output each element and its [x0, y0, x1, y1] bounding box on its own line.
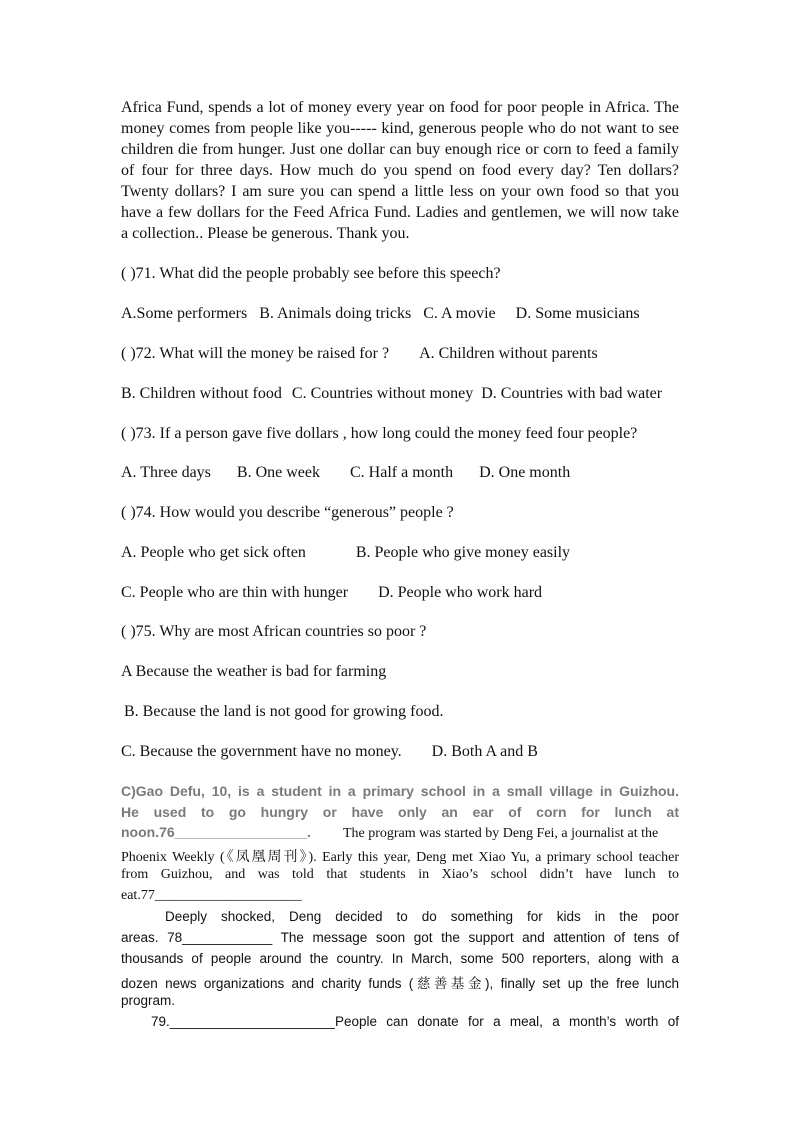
option-d: D. People who work hard	[378, 584, 543, 601]
question-72-stem	[121, 345, 598, 363]
passage-b-line-6: have a few dollars for the Feed Africa Fund. Ladies and gentlemen, we will now take	[121, 204, 679, 221]
option-d: D. One month	[479, 464, 571, 481]
blank-76: noon.76_________________.	[121, 824, 311, 840]
stem-text: ( )72. What will the money be raised for ?	[121, 345, 390, 362]
question-74-options-cd	[121, 584, 542, 602]
paragraph-3-line-1	[151, 1014, 679, 1029]
option-c: C. People who are thin with hunger	[121, 584, 349, 601]
option-d: D. Some musicians	[515, 305, 640, 322]
option-c: C. Because the government have no money.	[121, 743, 402, 760]
passage-c-bold-line-1: C)Gao Defu, 10, is a student in a primary school in a small village in Guizhou.	[121, 783, 679, 799]
passage-b-line-5: Twenty dollars? I am sure you can spend a little less on your own food so that you	[121, 183, 679, 200]
passage-c-line-3	[121, 824, 658, 842]
option-b: B. One week	[236, 464, 320, 481]
paragraph-2-line-2: areas. 78____________ The message soon got the support and attention of tens of	[121, 930, 679, 945]
option-b: B. People who give money easily	[355, 544, 571, 561]
option-c: C. A movie	[423, 305, 496, 322]
option-a: A. Three days	[121, 464, 211, 481]
passage-b-line-7: a collection.. Please be generous. Thank you.	[121, 225, 410, 242]
passage-c-bold-line-2: He used to go hungry or have only an ear of corn for lunch at	[121, 804, 679, 820]
passage-c-line-4: Phoenix Weekly (《凤凰周刊》). Early this year, Deng met Xiao Yu, a primary school teacher	[121, 850, 679, 865]
option-b: B. Children without food	[121, 385, 282, 402]
option-d: D. Countries with bad water	[481, 385, 663, 402]
paragraph-3-line-1-rest: People can donate for a meal, a month’s worth of	[334, 1014, 679, 1029]
question-75-options-cd	[121, 743, 538, 761]
option-d: D. Both A and B	[431, 743, 538, 760]
option-a: A. Children without parents	[419, 345, 598, 362]
question-75-option-a: A Because the weather is bad for farming	[121, 663, 387, 680]
passage-c-line-6: eat.77_____________________	[121, 888, 302, 903]
passage-b-line-4: of four for three days. How much do you spend on food every day? Ten dollars?	[121, 162, 679, 179]
question-75-option-b: B. Because the land is not good for growing food.	[124, 703, 444, 720]
question-73-options	[121, 464, 570, 482]
paragraph-2-line-4: dozen news organizations and charity funds (慈善基金), finally set up the free lunch	[121, 976, 679, 991]
option-c: C. Countries without money	[291, 385, 474, 402]
paragraph-2-line-5: program.	[121, 993, 176, 1008]
option-b: B. Animals doing tricks	[259, 305, 412, 322]
passage-b-line-1: Africa Fund, spends a lot of money every year on food for poor people in Africa. The	[121, 99, 679, 116]
option-c: C. Half a month	[350, 464, 454, 481]
blank-79: 79.______________________	[151, 1014, 335, 1029]
passage-c-line-3-rest: The program was started by Deng Fei, a journalist at the	[342, 826, 659, 841]
passage-b-line-3: children die from hunger. Just one dollar can buy enough rice or corn to feed a family	[121, 141, 679, 158]
option-a: A.Some performers	[121, 305, 248, 322]
question-71-options	[121, 305, 640, 323]
option-a: A. People who get sick often	[121, 544, 306, 561]
passage-b-line-2: money comes from people like you----- kind, generous people who do not want to see	[121, 120, 679, 137]
question-72-options	[121, 385, 662, 403]
passage-c-line-5: from Guizhou, and was told that students in Xiao’s school didn’t have lunch to	[121, 867, 679, 882]
question-75-stem: ( )75. Why are most African countries so poor ?	[121, 623, 427, 640]
question-74-options-ab	[121, 544, 570, 562]
paragraph-2-line-1: Deeply shocked, Deng decided to do something for kids in the poor	[165, 909, 679, 924]
paragraph-2-line-3: thousands of people around the country. In March, some 500 reporters, along with a	[121, 951, 679, 966]
question-71-stem: ( )71. What did the people probably see before this speech?	[121, 265, 501, 282]
question-74-stem: ( )74. How would you describe “generous” people ?	[121, 504, 454, 521]
question-73-stem: ( )73. If a person gave five dollars , how long could the money feed four people?	[121, 425, 638, 442]
